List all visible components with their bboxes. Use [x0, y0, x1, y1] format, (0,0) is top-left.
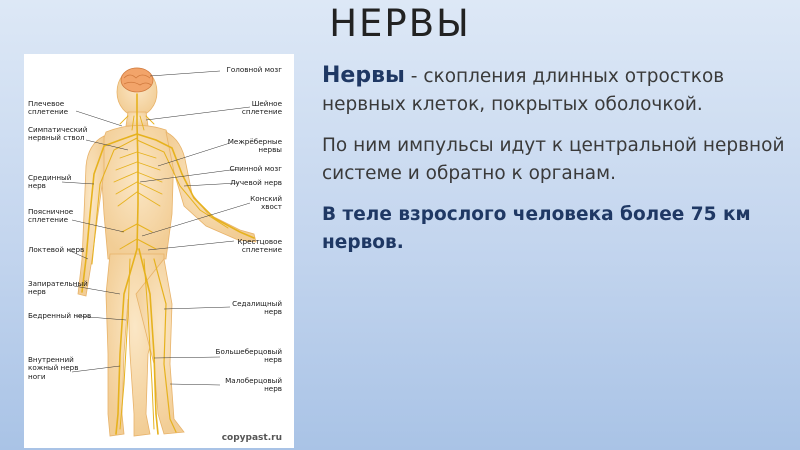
label-krestcovoe-spletenie: Крестцовое сплетение — [237, 237, 282, 255]
label-zapiratelnyy-nerv: Запирательный нерв — [28, 279, 88, 297]
label-simpaticheskiy-stvol: Симпатический нервный ствол — [28, 125, 88, 143]
label-golovnoy-mozg: Головной мозг — [226, 65, 282, 74]
label-mezhrebernye-nervy: Межрёберные нервы — [227, 137, 282, 155]
label-sedalishchnyy-nerv: Седалищный нерв — [232, 299, 282, 317]
definition-term: Нервы — [322, 63, 405, 88]
label-konskiy-hvost: Конский хвост — [250, 194, 282, 212]
impulses-paragraph: По ним импульсы идут к центральной нервной системе и обратно к органам. — [322, 135, 785, 184]
label-luchevoy-nerv: Лучевой нерв — [230, 178, 282, 187]
slide-title: НЕРВЫ — [329, 2, 471, 45]
label-poyasnichnoe-spletenie: Поясничное сплетение — [28, 207, 74, 225]
fact-paragraph: В теле взрослого человека более 75 км нервов. — [322, 204, 751, 253]
label-sheynoe-spletenie: Шейное сплетение — [241, 99, 282, 117]
label-malobercovyy-nerv: Малоберцовый нерв — [225, 376, 282, 394]
slide-text — [322, 62, 792, 270]
label-bolshebercovyy-nerv: Большеберцовый нерв — [215, 347, 282, 365]
brain — [121, 68, 153, 92]
label-loktevoy-nerv: Локтевой нерв — [28, 245, 85, 254]
definition-paragraph — [322, 62, 792, 118]
label-kozhnyy-nerv-nogi: Внутренний кожный нерв ноги — [28, 355, 79, 381]
label-bedrennyy-nerv: Бедренный нерв — [28, 311, 92, 320]
watermark: copypast.ru — [221, 433, 282, 443]
label-plechevoe-spletenie: Плечевое сплетение — [28, 99, 69, 117]
label-spinnoy-mozg: Спинной мозг — [229, 164, 282, 173]
nervous-system-figure — [24, 54, 294, 448]
definition-text: - скопления длинных отростков нервных клеток, покрытых оболочкой. — [322, 66, 725, 115]
label-sredinnyy-nerv: Срединный нерв — [28, 173, 72, 191]
